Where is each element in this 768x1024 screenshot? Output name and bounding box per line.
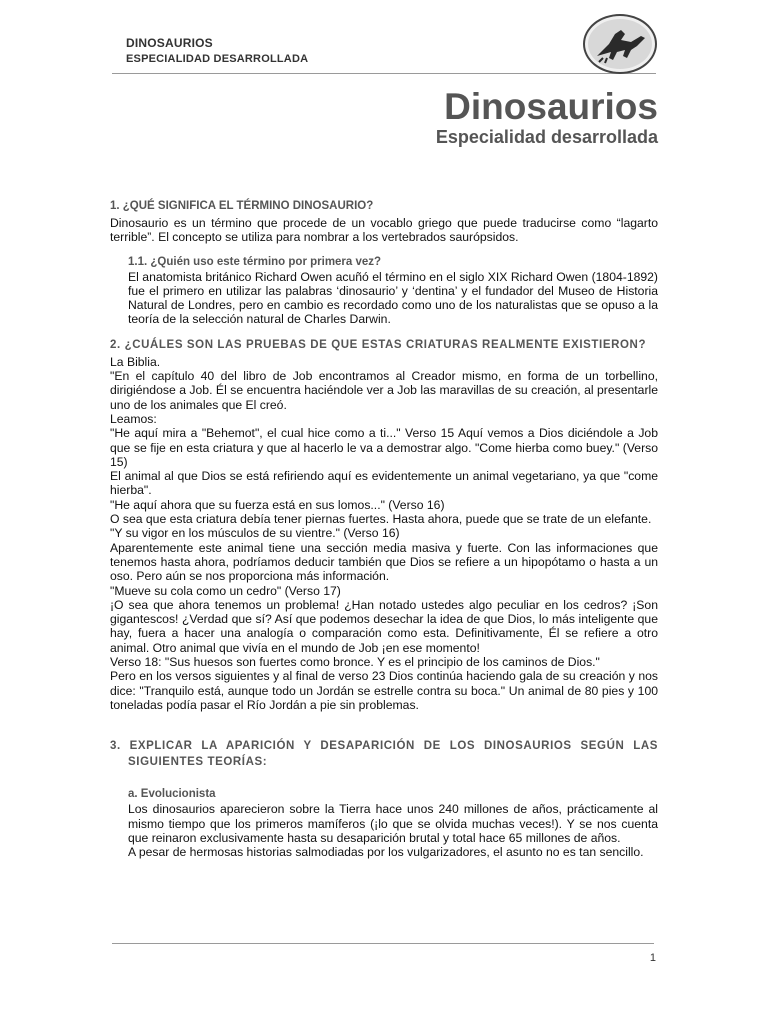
section-3-a-paragraph-1: Los dinosaurios aparecieron sobre la Tierra hace unos 240 millones de años, prácticamente al mismo tiempo que los primeros mamíferos (¡lo que se olvida muchas veces!). Y se nos cuenta que reinaron exclusivamente hasta su desaparición brutal y total hace 65 millones de años. (128, 802, 658, 845)
section-1-1-heading: 1.1. ¿Quién uso este término por primera vez? (128, 255, 382, 268)
section-3-a-paragraph-2: A pesar de hermosas historias salmodiadas por los vulgarizadores, el asunto no es tan sencillo. (128, 845, 644, 860)
section-3-a-heading: a. Evolucionista (128, 788, 216, 801)
section-2-heading: 2. ¿CUÁLES SON LAS PRUEBAS DE QUE ESTAS CRIATURAS REALMENTE EXISTIERON? (110, 338, 647, 351)
header-subtitle: ESPECIALIDAD DESARROLLADA (126, 53, 309, 65)
document-title: Dinosaurios (444, 86, 658, 127)
paragraph: O sea que esta criatura debía tener piernas fuertes. Hasta ahora, puede que se trate de un elefante. (110, 512, 652, 527)
paragraph: "En el capítulo 40 del libro de Job encontramos al Creador mismo, en forma de un torbellino, dirigiéndose a Job. Él se encuentra haciéndole ver a Job las maravillas de su creación, al presentarle uno de los animales que El creó. (110, 369, 658, 412)
paragraph: Aparentemente este animal tiene una sección media masiva y fuerte. Con las informaciones que tenemos hasta ahora, podríamos deducir también que Dios se refiere a un hipopótamo o hasta a un oso. Pero aún se nos proporciona más información. (110, 540, 658, 584)
header-divider (112, 73, 656, 74)
section-3-heading: 3. EXPLICAR LA APARICIÓN Y DESAPARICIÓN DE LOS DINOSAURIOS SEGÚN LAS SIGUIENTES TEORÍAS: (110, 740, 658, 769)
document-body (110, 198, 658, 859)
paragraph: "Mueve su cola como un cedro" (Verso 17) (110, 583, 341, 598)
paragraph: La Biblia. (110, 354, 161, 369)
paragraph: Verso 18: "Sus huesos son fuertes como bronce. Y es el principio de los caminos de Dios." (110, 655, 600, 670)
paragraph: "Y su vigor en los músculos de su vientre." (Verso 16) (110, 526, 400, 541)
document-subtitle: Especialidad desarrollada (435, 127, 658, 147)
paragraph: "He aquí ahora que su fuerza está en sus lomos..." (Verso 16) (110, 497, 445, 512)
paragraph: Pero en los versos siguientes y al final de verso 23 Dios continúa haciendo gala de su creación y nos dice: "Tranquilo está, aunque todo un Jordán se estrelle contra su boca." Un animal de 80 pies y 100 toneladas podía pasar el Río Jordán a pie sin problemas. (110, 669, 658, 712)
paragraph: "He aquí mira a "Behemot", el cual hice como a ti..." Verso 15 Aquí vemos a Dios diciéndole a Job que se fije en esta criatura y que al hacerlo le va a demostrar algo. "Come hierba como buey." (Verso 15) (110, 426, 658, 469)
section-1-1-text: El anatomista británico Richard Owen acuñó el término en el siglo XIX Richard Owen (1804-1892) fue el primero en utilizar las palabras ‘dinosaurio’ y ‘dentina’ y el fundador del Museo de Historia Natural de Londres, pero en cambio es recordado como uno de los naturalistas que se opuso a la teoría de la selección natural de Charles Darwin. (128, 269, 658, 327)
section-1-heading: 1. ¿QUÉ SIGNIFICA EL TÉRMINO DINOSAURIO? (110, 200, 374, 212)
paragraph: El animal al que Dios se está refiriendo aquí es evidentemente un animal vegetariano, ya que "come hierba". (110, 469, 658, 498)
section-2-body (110, 355, 658, 712)
page-number: 1 (649, 952, 656, 964)
section-1-text: Dinosaurio es un término que procede de un vocablo griego que puede traducirse como “lagarto terrible”. El concepto se utiliza para nombrar a los vertebrados saurópsidos. (110, 216, 658, 245)
paragraph: Leamos: (110, 411, 157, 426)
dinosaur-emblem-icon (583, 14, 657, 74)
dinosaur-emblem-graphic (591, 22, 649, 66)
header-title: DINOSAURIOS (126, 36, 213, 50)
paragraph: ¡O sea que ahora tenemos un problema! ¿Han notado ustedes algo peculiar en los cedros? ¡Son gigantescos! ¿Verdad que sí? Así que podemos desechar la idea de que Dios, lo más inteligente que hay, fuera a hacer una analogía o comparación como esta. Definitivamente, Él se refiere a otro animal. Otro animal que vivía en el mundo de Job ¡en ese momento! (110, 597, 658, 655)
footer-divider (112, 943, 654, 944)
